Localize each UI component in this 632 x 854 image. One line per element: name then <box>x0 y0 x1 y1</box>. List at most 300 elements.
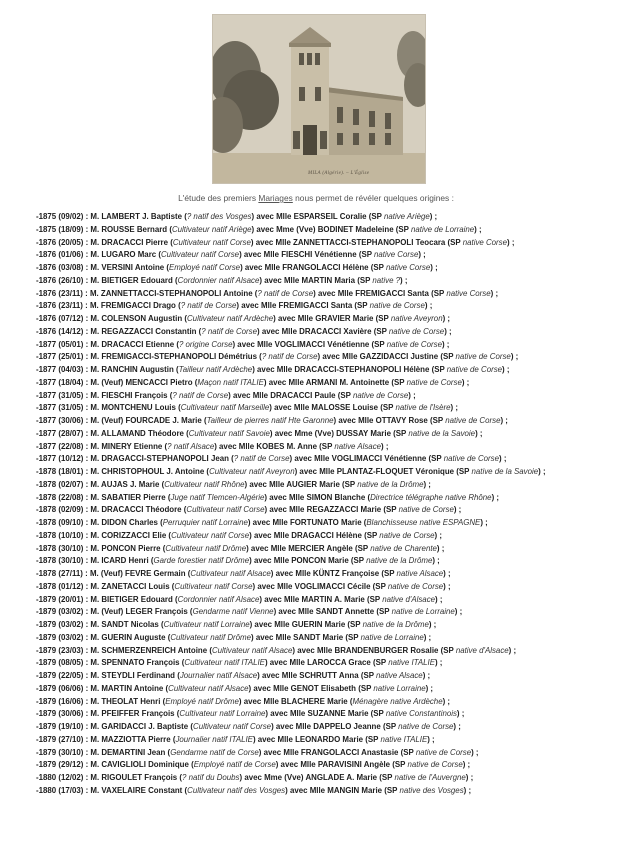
bride-note-open: (SP <box>381 505 399 515</box>
groom-note-close: ) <box>246 543 249 553</box>
bride-name: Mlle FORTUNATO Marie <box>272 518 362 527</box>
bride-note-open: (SP <box>363 734 381 744</box>
groom-note-open: ( <box>172 594 178 604</box>
groom-note: Gendarme natif Vienne <box>192 607 274 617</box>
groom-note-open: ( <box>179 658 185 668</box>
groom-note: Cultivateur natif Ariège <box>171 224 252 234</box>
groom-note-close: ) <box>251 224 255 234</box>
entry-date: -1877 (30/06) : <box>36 416 91 425</box>
avec-word: avec <box>250 518 273 527</box>
groom-note-close: ) <box>273 607 277 617</box>
entry-date: -1878 (22/08) : <box>36 492 91 502</box>
groom-note: Cultivateur natif Lorraine <box>163 620 250 629</box>
groom-note-close: ) <box>249 620 253 629</box>
groom-note: Cultivateur natif Corse <box>172 237 251 247</box>
groom-note-close: ) <box>273 314 276 323</box>
bride-note-close: ) ; <box>500 416 508 425</box>
groom-note-open: ( <box>174 339 179 349</box>
avec-word: avec <box>267 492 289 502</box>
avec-word: avec <box>239 301 262 311</box>
groom-note: Employé natif de Corse <box>193 760 276 770</box>
entry-date: -1879 (03/02) : <box>36 632 91 642</box>
groom-name: M. CAVIGLIOLI Dominique <box>90 760 189 770</box>
groom-note: Juge natif Tlemcen-Algérie <box>170 492 265 502</box>
groom-note: Cultivateur natif Alsace <box>168 683 249 693</box>
groom-note-close: ) <box>259 594 263 604</box>
bride-note-close: ) ; <box>400 275 408 285</box>
bride-name: Mlle FRANGOLACCI Hélène <box>264 263 369 272</box>
bride-name: Mlle MANGIN Marie <box>309 785 383 795</box>
groom-name: M. BIETIGER Edouard <box>90 594 173 604</box>
bride-note-open: ( <box>361 518 367 527</box>
groom-name: M. DRACACCI Etienne <box>90 339 175 349</box>
groom-name: M. RIGOULET François <box>90 773 178 782</box>
bride-note-open: (SP <box>366 212 384 221</box>
bride-note: native de Corse <box>369 301 425 311</box>
bride-name: Mlle LAROCCA Grace <box>289 658 371 668</box>
avec-word: avec <box>271 403 294 413</box>
avec-word: avec <box>315 288 338 298</box>
groom-note-open: ( <box>181 505 187 515</box>
bride-note-close: ) ; <box>427 734 435 744</box>
bride-note-close: ) ; <box>423 632 432 642</box>
groom-name: M. PFEIFFER François <box>90 709 175 719</box>
marriage-entry <box>36 377 628 390</box>
bride-note: native Alsace <box>376 671 423 680</box>
bride-note: native de Corse <box>407 760 463 770</box>
groom-note: Cultivateur natif Savoie <box>188 428 270 438</box>
groom-name: M. (Veuf) FEVRE Germain <box>89 569 186 578</box>
bride-name: Mlle DRACACCI Xavière <box>281 326 372 336</box>
entry-date: -1878 (18/01) : <box>36 467 91 476</box>
entry-date: -1877 (31/05) : <box>36 390 91 400</box>
bride-note-open: (SP <box>438 645 456 655</box>
mariages-link[interactable]: Mariages <box>258 193 293 203</box>
groom-note: Tailleur natif Ardèche <box>178 365 253 374</box>
bride-note-close: ) ; <box>454 607 463 617</box>
marriage-entry <box>36 237 628 250</box>
groom-name: M. DEMARTINI Jean <box>90 747 166 757</box>
groom-note-close: ) <box>294 467 298 476</box>
bride-note-close: ) ; <box>471 747 479 757</box>
groom-note: ? natif des Vosges <box>186 212 252 221</box>
marriage-entry <box>36 530 628 543</box>
groom-note-open: ( <box>172 275 178 285</box>
groom-note-close: ) <box>252 581 256 591</box>
avec-word: avec <box>261 747 284 757</box>
groom-name: M. CORIZZACCI Elie <box>90 530 167 540</box>
groom-note: Cultivateur natif Corse <box>193 722 272 731</box>
bride-note-close: ) ; <box>491 492 500 502</box>
church-photo <box>212 14 426 184</box>
groom-note: Journalier natif ITALIE <box>175 734 253 744</box>
groom-note: Tailleur de pierres natif Hte Garonne <box>206 416 334 425</box>
bride-note-open: (SP <box>382 785 400 795</box>
entry-date: -1876 (01/06) : <box>36 250 91 260</box>
bride-note: native Lorraine <box>373 683 426 693</box>
groom-note: ? natif du Doubs <box>182 773 240 782</box>
entry-date: -1878 (02/07) : <box>36 479 91 489</box>
bride-name: Mlle FREMIGACCI Santa <box>337 288 429 298</box>
bride-note-open: (SP <box>370 658 389 668</box>
groom-note-open: ( <box>182 314 187 323</box>
groom-note-open: ( <box>175 671 180 680</box>
entry-date: -1880 (12/02) : <box>36 773 91 782</box>
groom-note-close: ) <box>264 658 268 668</box>
groom-note-close: ) <box>257 671 260 680</box>
groom-note-open: ( <box>177 773 183 782</box>
bride-note-close: ) ; <box>461 377 470 387</box>
bride-note-close: ) ; <box>462 760 471 770</box>
entry-date: -1876 (20/05) : <box>36 237 91 247</box>
bride-note-close: ) ; <box>441 339 450 349</box>
entry-date: -1877 (05/01) : <box>36 339 91 349</box>
groom-note-close: ) <box>313 288 316 298</box>
avec-word: avec <box>295 645 317 655</box>
entry-date: -1879 (22/05) : <box>36 671 91 680</box>
groom-name: M. GARIDACCI J. Baptiste <box>90 722 189 731</box>
bride-note-close: ) ; <box>425 683 434 693</box>
bride-note-close: ) ; <box>430 263 438 272</box>
avec-word: avec <box>272 428 295 438</box>
bride-name: Mlle ARMANI M. Antoinette <box>288 377 390 387</box>
groom-note: Cultivateur natif Alsace <box>190 569 271 578</box>
groom-name: M. SABATIER Pierre <box>90 492 166 502</box>
groom-note: ? natif de Corse <box>172 390 229 400</box>
bride-note: native de Corse <box>352 390 409 400</box>
groom-note-close: ) <box>228 390 231 400</box>
bride-name: Mlle BLACHERE Marie <box>263 696 348 706</box>
entry-date: -1876 (23/11) : <box>36 288 90 298</box>
groom-note-close: ) <box>285 785 288 795</box>
church-illustration <box>213 15 425 183</box>
bride-note: native de Corse <box>455 352 511 362</box>
bride-name: Mlle FREMIGACCI Santa <box>261 301 353 311</box>
groom-note-open: ( <box>182 212 187 221</box>
entry-date: -1877 (04/03) : <box>36 365 91 374</box>
bride-note-open: (SP <box>398 747 416 757</box>
bride-note-close: ) ; <box>442 314 451 323</box>
avec-word: avec <box>242 773 265 782</box>
bride-note-open: (SP <box>377 773 395 782</box>
bride-note-close: ) ; <box>450 403 458 413</box>
bride-note-close: ) ; <box>432 556 440 566</box>
bride-name: Mlle MALOSSE Louise <box>293 403 379 413</box>
avec-word: avec <box>241 696 264 706</box>
groom-name: M. FIESCHI François <box>90 390 168 400</box>
bride-name: Mlle FIESCHI Vénétienne <box>263 250 357 260</box>
groom-name: M. ALLAMAND Théodore <box>90 428 184 438</box>
avec-word: avec <box>242 263 265 272</box>
bride-note-close: ) ; <box>453 722 461 731</box>
avec-word: avec <box>253 237 276 247</box>
bride-note: native de Corse <box>379 530 435 540</box>
groom-note-close: ) <box>214 441 217 451</box>
groom-note: Perruquier natif Lorraine <box>162 518 248 527</box>
bride-note-open: ( <box>365 492 371 502</box>
groom-name: M. STEYDLI Ferdinand <box>90 671 175 680</box>
groom-note-close: ) <box>250 237 254 247</box>
entry-date: -1877 (22/08) : <box>36 441 91 451</box>
groom-note-close: ) <box>257 326 260 336</box>
groom-note: Cultivateur natif Alsace <box>211 645 293 655</box>
bride-note-close: ) ; <box>408 390 416 400</box>
groom-note-close: ) <box>289 454 293 464</box>
groom-note: Cultivateur natif Corse <box>186 505 265 515</box>
groom-name: M. SANDT Nicolas <box>90 620 159 629</box>
groom-note: Cultivateur natif Corse <box>171 530 250 540</box>
bride-name: Mlle AUGIER Marie <box>269 479 340 489</box>
marriage-entry <box>36 211 628 224</box>
groom-name: M. COLENSON Augustin <box>90 314 183 323</box>
groom-note-close: ) <box>265 709 269 719</box>
marriage-entry <box>36 441 628 454</box>
bride-name: Mlle GRAVIER Marie <box>297 314 374 323</box>
bride-note-close: ) ; <box>475 428 483 438</box>
entry-date: -1877 (31/05) : <box>36 403 91 413</box>
groom-note: Cultivateur natif Ardèche <box>186 314 274 323</box>
entry-date: -1879 (30/10) : <box>36 747 91 757</box>
groom-name: M. MAZZIOTTA Pierre <box>90 734 171 744</box>
groom-note: Cultivateur natif Corse <box>160 250 240 260</box>
groom-note-close: ) <box>240 263 243 272</box>
groom-note: Gendarme natif de Corse <box>170 747 259 757</box>
groom-note: ? natif de Corse <box>180 301 237 311</box>
groom-note-close: ) <box>247 518 251 527</box>
groom-note-open: ( <box>159 479 165 489</box>
groom-name: M. ROUSSE Bernard <box>90 224 168 234</box>
bride-note-close: ) ; <box>429 212 438 221</box>
bride-note-open: (SP <box>368 709 386 719</box>
bride-note-open: (SP <box>345 620 363 629</box>
bride-note: native de Corse <box>398 505 454 515</box>
groom-note-open: ( <box>160 696 166 706</box>
entry-date: -1879 (20/01) : <box>36 594 91 604</box>
bride-note-close: ) ; <box>444 326 452 336</box>
groom-name: M. BIETIGER Edouard <box>90 275 173 285</box>
marriage-entry <box>36 351 628 364</box>
entry-date: -1878 (02/09) : <box>36 505 91 515</box>
entry-date: -1877 (28/07) : <box>36 428 91 438</box>
groom-note: Employé natif Corse <box>169 263 241 272</box>
marriage-entry <box>36 645 628 658</box>
marriage-entry <box>36 619 628 632</box>
groom-note-open: ( <box>188 722 193 731</box>
bride-note: Blanchisseuse native ESPAGNE <box>366 518 481 527</box>
bride-note: native de Lorraine <box>411 224 475 234</box>
avec-word: avec <box>259 326 282 336</box>
marriage-entry <box>36 453 628 466</box>
groom-note-close: ) <box>264 492 267 502</box>
bride-note: native ITALIE <box>380 734 428 744</box>
entry-date: -1879 (03/02) : <box>36 607 91 617</box>
marriage-entry <box>36 785 628 798</box>
groom-note-close: ) <box>317 352 321 362</box>
bride-note-close: ) ; <box>435 594 443 604</box>
bride-note-open: (SP <box>378 403 396 413</box>
bride-note-open: (SP <box>364 594 383 604</box>
groom-note-close: ) <box>292 645 296 655</box>
groom-name: M. ZANETACCI Louis <box>90 581 170 591</box>
groom-note-close: ) <box>244 479 248 489</box>
bride-note: native d'Alsace <box>382 594 436 604</box>
avec-word: avec <box>267 658 290 668</box>
groom-name: M. ZANNETTACCI-STEPHANOPOLI Antoine <box>89 288 253 298</box>
avec-word: avec <box>248 543 271 553</box>
avec-word: avec <box>254 224 277 234</box>
bride-note-open: (SP <box>429 365 447 374</box>
marriage-entry <box>36 504 628 517</box>
marriage-entry <box>36 479 628 492</box>
bride-name: Mlle SCHRUTT Anna <box>281 671 359 680</box>
groom-note-open: ( <box>187 607 193 617</box>
entry-date: -1879 (06/06) : <box>36 683 91 693</box>
groom-note-close: ) <box>239 773 243 782</box>
bride-note-open: (SP <box>389 377 407 387</box>
groom-note-open: ( <box>164 263 170 272</box>
avec-word: avec <box>255 581 278 591</box>
groom-note-open: ( <box>173 365 179 374</box>
groom-note-open: ( <box>157 518 163 527</box>
groom-note-close: ) <box>238 696 242 706</box>
bride-note-close: ) ; <box>456 709 465 719</box>
groom-note-open: ( <box>165 632 171 642</box>
groom-note-open: ( <box>201 416 207 425</box>
entry-date: -1878 (01/12) : <box>36 581 91 591</box>
avec-word: avec <box>275 314 298 323</box>
avec-word: avec <box>253 632 276 642</box>
bride-note-close: ) ; <box>474 224 482 234</box>
marriage-entry <box>36 288 628 301</box>
bride-note: native de la Drôme <box>362 620 429 629</box>
marriage-entry <box>36 428 628 441</box>
bride-note: native de Corse <box>443 454 499 464</box>
groom-note-close: ) <box>252 734 256 744</box>
bride-name: Mlle ZANNETTACCI-STEPHANOPOLI Teocara <box>275 237 446 247</box>
groom-name: M. FREMIGACCI-STEPHANOPOLI Démétrius <box>90 352 257 362</box>
groom-note-close: ) <box>269 428 273 438</box>
bride-note-open: (SP <box>426 454 444 464</box>
groom-name: M. (Veuf) LEGER François <box>90 607 188 617</box>
bride-note: native de Lorraine <box>360 632 424 642</box>
bride-note: native de Corse <box>398 722 454 731</box>
bride-note: Ménagère native Ardèche <box>352 696 443 706</box>
groom-note-open: ( <box>256 352 262 362</box>
bride-name: Mme (Vve) DUSSAY Marie <box>294 428 391 438</box>
entry-date: -1875 (09/02) : <box>36 212 91 221</box>
bride-name: Mlle PARAVISINI Angèle <box>300 760 391 770</box>
avec-word: avec <box>216 441 239 451</box>
bride-note-open: (SP <box>316 441 335 451</box>
groom-note-close: ) <box>333 416 337 425</box>
groom-name: M. (Veuf) FOURCADE J. Marie <box>90 416 202 425</box>
avec-word: avec <box>241 250 264 260</box>
bride-note-close: ) ; <box>480 518 488 527</box>
avec-word: avec <box>262 594 284 604</box>
groom-note-open: ( <box>188 760 194 770</box>
groom-note-close: ) <box>232 339 236 349</box>
bride-note-open: (SP <box>335 390 353 400</box>
groom-name: M. CHRISTOPHOUL J. Antoine <box>90 467 205 476</box>
bride-note-open: (SP <box>361 530 380 540</box>
bride-note: native Corse <box>462 237 508 247</box>
bride-note-open: (SP <box>343 632 361 642</box>
marriage-entry <box>36 721 628 734</box>
avec-word: avec <box>247 479 270 489</box>
marriage-entry <box>36 683 628 696</box>
groom-note: Cordonnier natif Alsace <box>177 275 260 285</box>
bride-note: Directrice télégraphe native Rhône <box>370 492 492 502</box>
bride-note-open: (SP <box>356 250 375 260</box>
marriage-entry <box>36 696 628 709</box>
groom-note: Cultivateur natif Drôme <box>170 632 252 642</box>
bride-name: Mlle OTTAVY Rose <box>358 416 428 425</box>
bride-note: native de l'Isère <box>395 403 451 413</box>
bride-note-close: ) ; <box>434 658 443 668</box>
entry-date: -1879 (08/05) : <box>36 658 91 668</box>
marriage-entry <box>36 594 628 607</box>
entry-date: -1880 (17/03) : <box>36 785 91 795</box>
groom-name: M. THEOLAT Henri <box>90 696 161 706</box>
marriage-entry <box>36 581 628 594</box>
bride-note-open: (SP <box>438 352 456 362</box>
avec-word: avec <box>287 785 310 795</box>
bride-note-open: (SP <box>369 339 387 349</box>
bride-note-close: ) ; <box>510 352 519 362</box>
groom-note-open: ( <box>204 467 210 476</box>
groom-note: Cultivateur natif des Vosges <box>187 785 286 795</box>
bride-note-open: (SP <box>379 569 397 578</box>
bride-note: native Corse <box>374 250 419 260</box>
groom-note-open: ( <box>148 556 154 566</box>
groom-note-open: ( <box>165 492 171 502</box>
bride-note: native d'Alsace <box>455 645 509 655</box>
avec-word: avec <box>252 620 275 629</box>
bride-note-close: ) ; <box>499 454 507 464</box>
avec-word: avec <box>235 339 258 349</box>
bride-note-open: (SP <box>373 314 391 323</box>
groom-note-close: ) <box>270 569 274 578</box>
groom-name: M. SPENNATO François <box>90 658 180 668</box>
groom-note-open: ( <box>163 683 169 693</box>
bride-name: Mlle DRACACCI Paule <box>252 390 336 400</box>
groom-note-close: ) <box>239 250 242 260</box>
bride-note: native Constantinois <box>385 709 457 719</box>
bride-note: native de Corse <box>387 581 444 591</box>
marriage-entry <box>36 492 628 505</box>
bride-name: Mlle KOBES M. Anne <box>238 441 317 451</box>
groom-name: M. SCHMERZENREICH Antoine <box>90 645 208 655</box>
groom-note: Cordonnier natif Alsace <box>177 594 260 604</box>
groom-note-open: ( <box>166 530 172 540</box>
bride-name: Mlle PLANTAZ-FLOQUET Véronique <box>319 467 455 476</box>
bride-note-close: ) ; <box>418 250 426 260</box>
groom-note-open: ( <box>207 645 212 655</box>
groom-name: M. AUJAS J. Marie <box>90 479 160 489</box>
groom-note-close: ) <box>251 632 254 642</box>
marriage-entry <box>36 402 628 415</box>
avec-word: avec <box>251 683 274 693</box>
groom-note: Maçon natif ITALIE <box>197 377 264 387</box>
entry-date: -1876 (03/08) : <box>36 263 91 272</box>
groom-note-close: ) <box>248 683 252 693</box>
bride-note: native de Lorraine <box>391 607 455 617</box>
bride-note: native de la Drôme <box>366 556 433 566</box>
bride-note-open: (SP <box>370 581 388 591</box>
bride-note: native de Corse <box>446 365 503 374</box>
groom-note: Employé natif Drôme <box>165 696 239 706</box>
groom-name: M. VERSINI Antoine <box>90 263 165 272</box>
